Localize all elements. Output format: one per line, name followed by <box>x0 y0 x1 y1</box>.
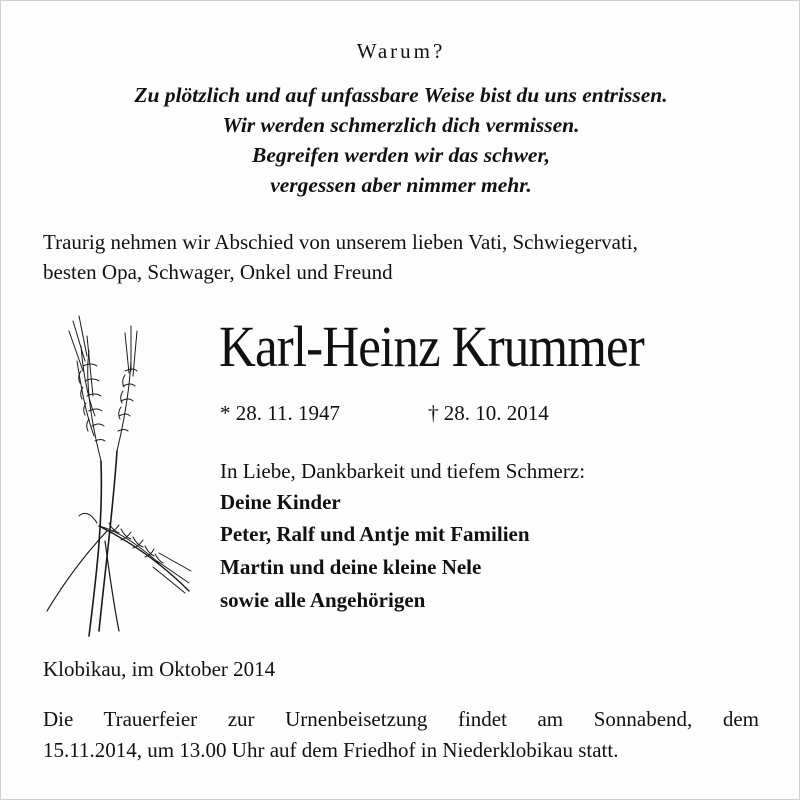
family-line: Deine Kinder <box>220 490 341 514</box>
poem <box>41 80 761 200</box>
intro-line: besten Opa, Schwager, Onkel und Freund <box>43 260 393 284</box>
funeral-line: 15.11.2014, um 13.00 Uhr auf dem Friedhof in Niederklobikau statt. <box>43 738 619 762</box>
place-date: Klobikau, im Oktober 2014 <box>43 657 276 681</box>
wheat-ears-icon <box>39 301 199 641</box>
heading: Warum? <box>356 39 446 63</box>
poem-line: Wir werden schmerzlich dich vermissen. <box>222 113 580 137</box>
mourners-intro: In Liebe, Dankbarkeit und tiefem Schmerz: <box>220 459 586 483</box>
intro-line: Traurig nehmen wir Abschied von unserem lieben Vati, Schwiegervati, <box>43 230 638 254</box>
family-line: sowie alle Angehörigen <box>220 588 426 612</box>
poem-line: Begreifen werden wir das schwer, <box>251 143 551 167</box>
deceased-name: Karl-Heinz Krummer <box>219 314 644 379</box>
funeral-notice <box>43 704 759 766</box>
death-date: † 28. 10. 2014 <box>428 401 549 425</box>
intro-text <box>43 227 773 287</box>
funeral-line: Die Trauerfeier zur Urnenbeisetzung findet am Sonnabend, dem <box>43 707 759 731</box>
birth-date: * 28. 11. 1947 <box>220 401 340 425</box>
poem-line: Zu plötzlich und auf unfassbare Weise bist du uns entrissen. <box>134 83 668 107</box>
poem-line: vergessen aber nimmer mehr. <box>270 173 532 197</box>
family-line: Martin und deine kleine Nele <box>220 555 482 579</box>
family-line: Peter, Ralf und Antje mit Familien <box>220 522 530 546</box>
